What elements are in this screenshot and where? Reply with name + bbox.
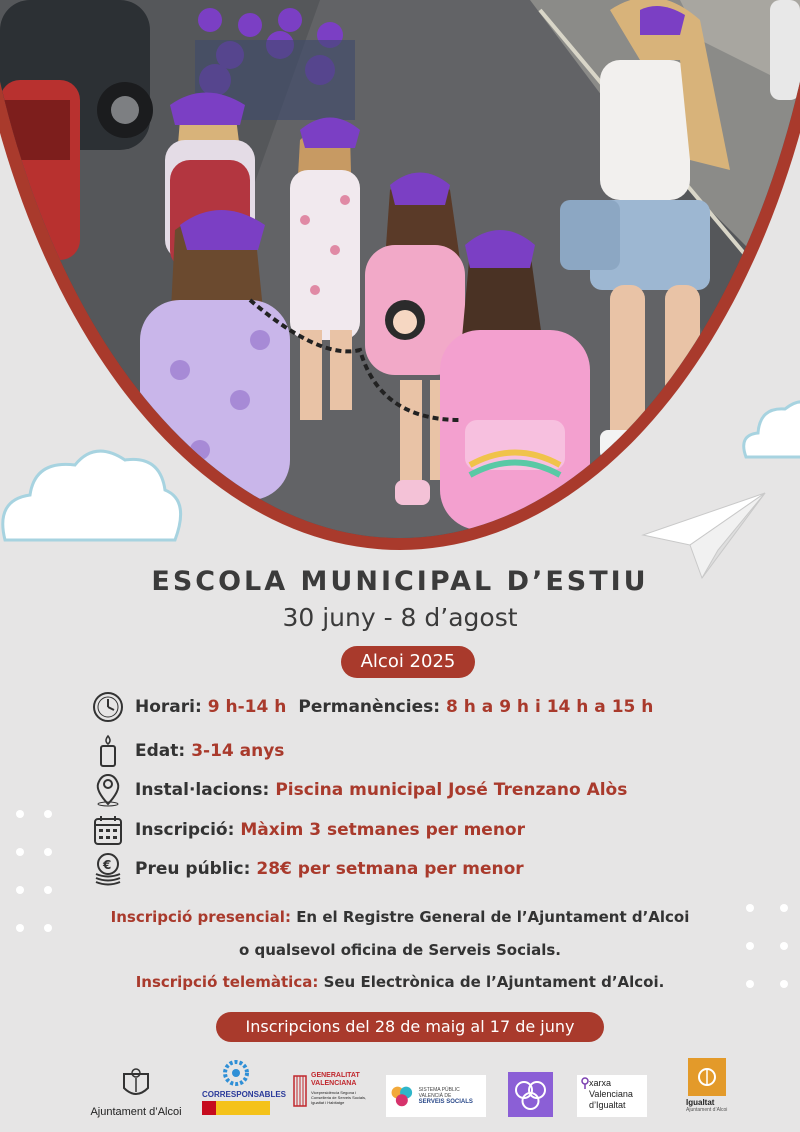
- registration-label: Inscripció:: [135, 820, 235, 840]
- ajuntament-alcoi-logo: Ajuntament d’Alcoi: [86, 1068, 186, 1124]
- in-person-label: Inscripció presencial:: [110, 908, 291, 926]
- online-text: Seu Electrònica de l’Ajuntament d’Alcoi.: [323, 973, 665, 991]
- online-label: Inscripció telemàtica:: [135, 973, 319, 991]
- clock-icon: [90, 690, 126, 724]
- age-value: 3-14 anys: [191, 741, 285, 761]
- schedule-value: 9 h-14 h: [207, 697, 287, 717]
- generalitat-emblem-icon: [292, 1072, 308, 1110]
- registration-value: Màxim 3 setmanes per menor: [240, 820, 525, 840]
- permanencies-value: 8 h a 9 h i 14 h a 15 h: [446, 697, 654, 717]
- registration-online-line: [0, 973, 800, 991]
- xarxa-valenciana-igualtat-logo: xarxa Valenciana d’Igualtat: [577, 1075, 647, 1117]
- sistema-public-serveis-socials-logo: SISTEMA PÚBLIC VALENCIÀ DE SERVEIS SOCIALS: [386, 1075, 486, 1117]
- permanencies-label: Permanències:: [298, 697, 441, 717]
- info-row-age: [90, 734, 284, 768]
- price-label: Preu públic:: [135, 859, 251, 879]
- age-label: Edat:: [135, 741, 186, 761]
- city-year-badge: Alcoi 2025: [341, 646, 475, 678]
- info-row-schedule: [90, 690, 653, 724]
- in-person-text: En el Registre General de l’Ajuntament d’Alcoi: [296, 908, 690, 926]
- info-row-price: [90, 852, 524, 886]
- facilities-value: Piscina municipal José Trenzano Alòs: [275, 780, 628, 800]
- date-range-text: 30 juny - 8 d’agost: [282, 603, 518, 632]
- star-burst-icon: [223, 1060, 249, 1086]
- coat-of-arms-icon: [118, 1068, 154, 1102]
- info-row-registration: [90, 813, 525, 847]
- price-value: 28€ per setmana per menor: [256, 859, 524, 879]
- svg-text:€: €: [103, 858, 112, 872]
- cloud-right-decoration: [740, 395, 800, 465]
- info-row-facilities: [90, 773, 627, 807]
- spain-flag-icon: [202, 1101, 270, 1115]
- location-pin-icon: [90, 773, 126, 807]
- igualtat-emblem-icon: [688, 1058, 726, 1096]
- hearts-icon: [389, 1082, 415, 1110]
- facilities-label: Instal·lacions:: [135, 780, 270, 800]
- registration-in-person-line: [0, 908, 800, 926]
- registration-period-badge: Inscripcions del 28 de maig al 17 de juny: [216, 1012, 604, 1042]
- euro-coins-icon: [90, 852, 126, 886]
- female-symbol-icon: [580, 1077, 590, 1089]
- registration-in-person-line-2: o qualsevol oficina de Serveis Socials.: [238, 941, 562, 959]
- generalitat-valenciana-logo: GENERALITAT VALENCIANA Vicepresidència Segona i Conselleria de Serveis Socials, Igualtat i Habitatge: [292, 1072, 376, 1120]
- schedule-label: Horari:: [135, 697, 202, 717]
- corresponsables-logo: CORRESPONSABLES: [202, 1060, 270, 1120]
- purple-circles-logo: [508, 1072, 553, 1117]
- page-title: ESCOLA MUNICIPAL D’ESTIU: [151, 566, 649, 597]
- cloud-left-decoration: [0, 440, 185, 550]
- interlocked-circles-icon: [508, 1072, 553, 1117]
- candle-icon: [90, 734, 126, 768]
- calendar-icon: [90, 813, 126, 847]
- igualtat-alcoi-logo: Igualtat Ajuntament d’Alcoi: [686, 1058, 746, 1120]
